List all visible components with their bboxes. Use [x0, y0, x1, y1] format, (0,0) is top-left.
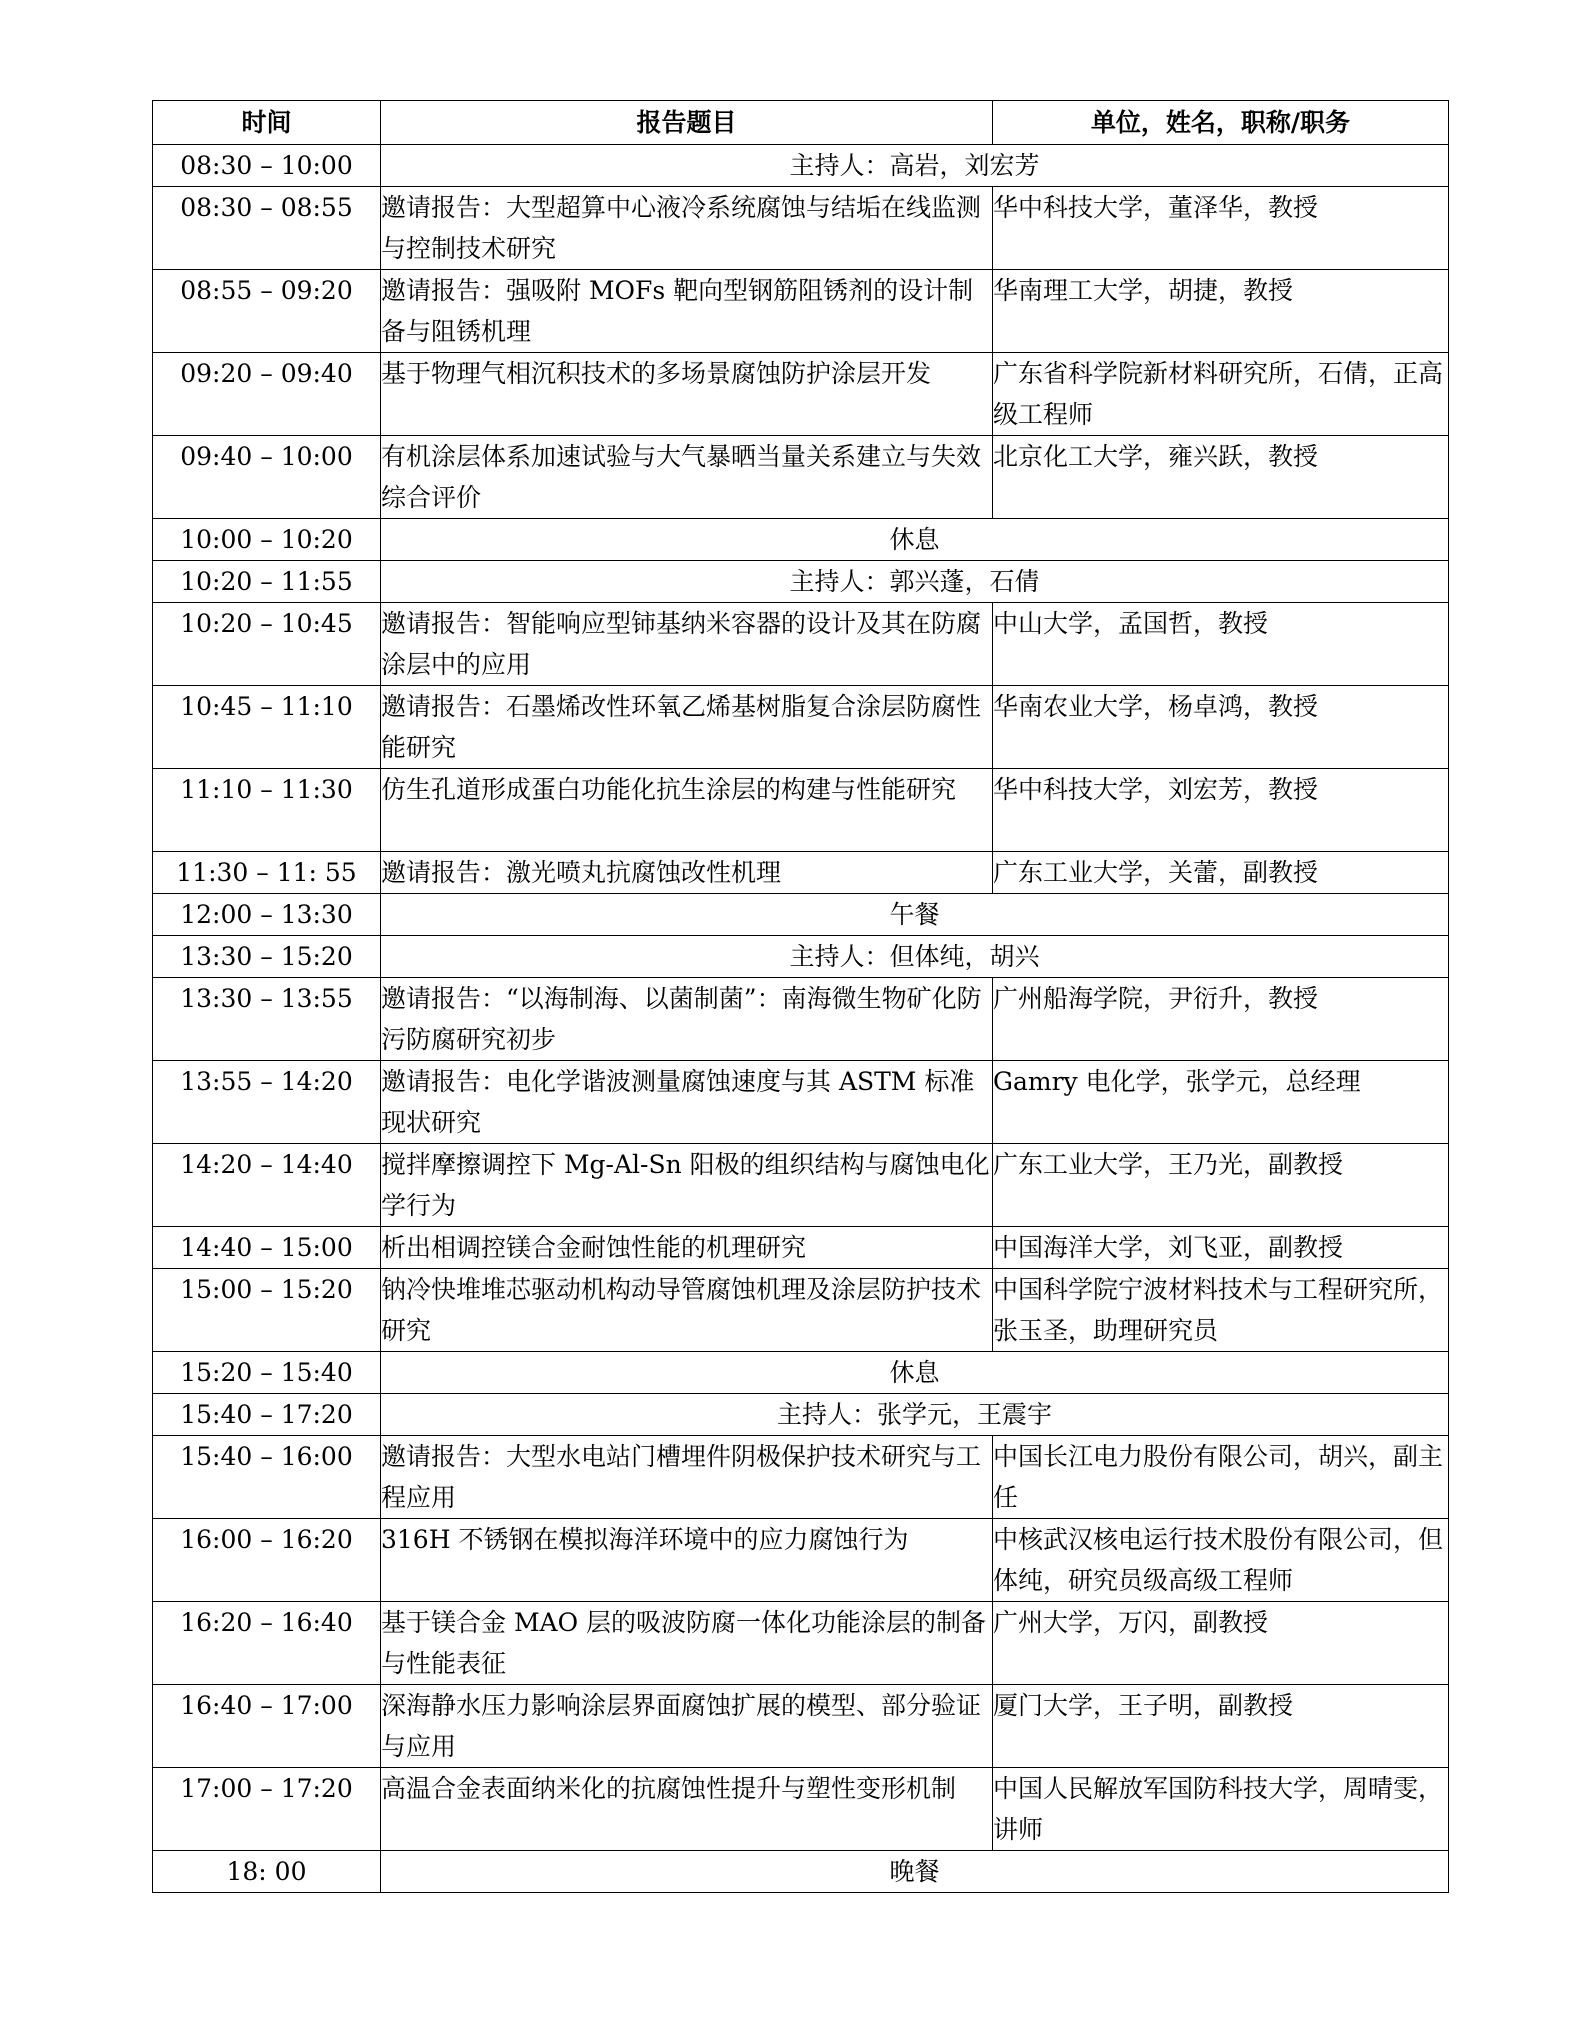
time-cell: 13:30 – 15:20: [153, 936, 381, 978]
table-row: [153, 1227, 1449, 1269]
table-row: [153, 1851, 1449, 1893]
table-row: [153, 1144, 1449, 1227]
table-row: [153, 353, 1449, 436]
speaker-cell: 中核武汉核电运行技术股份有限公司，但体纯，研究员级高级工程师: [993, 1519, 1449, 1602]
table-row: [153, 1768, 1449, 1851]
table-row: [153, 561, 1449, 603]
table-row: [153, 1685, 1449, 1768]
title-cell: 邀请报告：激光喷丸抗腐蚀改性机理: [381, 852, 993, 894]
title-cell: 邀请报告：大型水电站门槽埋件阴极保护技术研究与工程应用: [381, 1436, 993, 1519]
time-cell: 13:55 – 14:20: [153, 1061, 381, 1144]
title-cell: 深海静水压力影响涂层界面腐蚀扩展的模型、部分验证与应用: [381, 1685, 993, 1768]
session-cell: 主持人：但体纯，胡兴: [381, 936, 1449, 978]
table-row: [153, 852, 1449, 894]
session-cell: 主持人：高岩，刘宏芳: [381, 145, 1449, 187]
time-cell: 11:30 – 11: 55: [153, 852, 381, 894]
time-cell: 13:30 – 13:55: [153, 978, 381, 1061]
time-cell: 15:40 – 16:00: [153, 1436, 381, 1519]
table-row: [153, 519, 1449, 561]
speaker-cell: 中国科学院宁波材料技术与工程研究所，张玉圣，助理研究员: [993, 1269, 1449, 1352]
schedule-table: [152, 100, 1449, 1893]
session-cell: 午餐: [381, 894, 1449, 936]
session-cell: 休息: [381, 1352, 1449, 1394]
time-cell: 15:40 – 17:20: [153, 1394, 381, 1436]
table-row: [153, 1602, 1449, 1685]
session-cell: 主持人：张学元，王震宇: [381, 1394, 1449, 1436]
table-row: [153, 1269, 1449, 1352]
title-cell: 邀请报告：电化学谐波测量腐蚀速度与其 ASTM 标准现状研究: [381, 1061, 993, 1144]
table-row: [153, 978, 1449, 1061]
time-cell: 12:00 – 13:30: [153, 894, 381, 936]
speaker-cell: 中国人民解放军国防科技大学，周晴雯，讲师: [993, 1768, 1449, 1851]
header-row: [153, 101, 1449, 145]
title-cell: 有机涂层体系加速试验与大气暴晒当量关系建立与失效综合评价: [381, 436, 993, 519]
time-cell: 15:00 – 15:20: [153, 1269, 381, 1352]
title-cell: 基于物理气相沉积技术的多场景腐蚀防护涂层开发: [381, 353, 993, 436]
table-row: [153, 603, 1449, 686]
table-row: [153, 436, 1449, 519]
speaker-cell: 广东工业大学，王乃光，副教授: [993, 1144, 1449, 1227]
session-cell: 晚餐: [381, 1851, 1449, 1893]
time-cell: 10:20 – 10:45: [153, 603, 381, 686]
speaker-cell: 中国海洋大学，刘飞亚，副教授: [993, 1227, 1449, 1269]
title-cell: 邀请报告：石墨烯改性环氧乙烯基树脂复合涂层防腐性能研究: [381, 686, 993, 769]
speaker-cell: 中国长江电力股份有限公司，胡兴，副主任: [993, 1436, 1449, 1519]
speaker-cell: 北京化工大学，雍兴跃，教授: [993, 436, 1449, 519]
time-cell: 14:40 – 15:00: [153, 1227, 381, 1269]
session-cell: 主持人：郭兴蓬，石倩: [381, 561, 1449, 603]
time-cell: 15:20 – 15:40: [153, 1352, 381, 1394]
speaker-cell: 广州大学，万闪，副教授: [993, 1602, 1449, 1685]
speaker-cell: 华南理工大学，胡捷，教授: [993, 270, 1449, 353]
title-cell: 316H 不锈钢在模拟海洋环境中的应力腐蚀行为: [381, 1519, 993, 1602]
title-cell: 邀请报告：强吸附 MOFs 靶向型钢筋阻锈剂的设计制备与阻锈机理: [381, 270, 993, 353]
time-cell: 10:00 – 10:20: [153, 519, 381, 561]
time-cell: 17:00 – 17:20: [153, 1768, 381, 1851]
speaker-cell: 广东工业大学，关蕾，副教授: [993, 852, 1449, 894]
speaker-cell: Gamry 电化学，张学元，总经理: [993, 1061, 1449, 1144]
schedule-page: [152, 100, 1448, 1893]
table-row: [153, 936, 1449, 978]
title-cell: 仿生孔道形成蛋白功能化抗生涂层的构建与性能研究: [381, 769, 993, 852]
title-cell: 搅拌摩擦调控下 Mg-Al-Sn 阳极的组织结构与腐蚀电化学行为: [381, 1144, 993, 1227]
time-cell: 08:30 – 10:00: [153, 145, 381, 187]
table-row: [153, 1436, 1449, 1519]
time-cell: 16:40 – 17:00: [153, 1685, 381, 1768]
table-row: [153, 769, 1449, 852]
speaker-cell: 广州船海学院，尹衍升，教授: [993, 978, 1449, 1061]
table-row: [153, 1394, 1449, 1436]
title-cell: 钠冷快堆堆芯驱动机构动导管腐蚀机理及涂层防护技术研究: [381, 1269, 993, 1352]
table-row: [153, 1519, 1449, 1602]
time-cell: 11:10 – 11:30: [153, 769, 381, 852]
time-cell: 18: 00: [153, 1851, 381, 1893]
title-cell: 基于镁合金 MAO 层的吸波防腐一体化功能涂层的制备与性能表征: [381, 1602, 993, 1685]
speaker-cell: 华南农业大学，杨卓鸿，教授: [993, 686, 1449, 769]
header-title: 报告题目: [381, 101, 993, 145]
time-cell: 10:45 – 11:10: [153, 686, 381, 769]
speaker-cell: 厦门大学，王子明，副教授: [993, 1685, 1449, 1768]
title-cell: 高温合金表面纳米化的抗腐蚀性提升与塑性变形机制: [381, 1768, 993, 1851]
header-speaker: 单位，姓名，职称/职务: [993, 101, 1449, 145]
speaker-cell: 华中科技大学，董泽华，教授: [993, 187, 1449, 270]
speaker-cell: 华中科技大学，刘宏芳，教授: [993, 769, 1449, 852]
table-row: [153, 270, 1449, 353]
time-cell: 08:30 – 08:55: [153, 187, 381, 270]
table-row: [153, 1061, 1449, 1144]
table-row: [153, 187, 1449, 270]
time-cell: 08:55 – 09:20: [153, 270, 381, 353]
title-cell: 析出相调控镁合金耐蚀性能的机理研究: [381, 1227, 993, 1269]
time-cell: 10:20 – 11:55: [153, 561, 381, 603]
table-row: [153, 1352, 1449, 1394]
header-time: 时间: [153, 101, 381, 145]
time-cell: 09:40 – 10:00: [153, 436, 381, 519]
title-cell: 邀请报告：“以海制海、以菌制菌”：南海微生物矿化防污防腐研究初步: [381, 978, 993, 1061]
title-cell: 邀请报告：智能响应型铈基纳米容器的设计及其在防腐涂层中的应用: [381, 603, 993, 686]
session-cell: 休息: [381, 519, 1449, 561]
time-cell: 09:20 – 09:40: [153, 353, 381, 436]
title-cell: 邀请报告：大型超算中心液冷系统腐蚀与结垢在线监测与控制技术研究: [381, 187, 993, 270]
time-cell: 16:20 – 16:40: [153, 1602, 381, 1685]
time-cell: 14:20 – 14:40: [153, 1144, 381, 1227]
table-row: [153, 894, 1449, 936]
speaker-cell: 广东省科学院新材料研究所，石倩，正高级工程师: [993, 353, 1449, 436]
speaker-cell: 中山大学，孟国哲，教授: [993, 603, 1449, 686]
table-row: [153, 686, 1449, 769]
time-cell: 16:00 – 16:20: [153, 1519, 381, 1602]
table-row: [153, 145, 1449, 187]
